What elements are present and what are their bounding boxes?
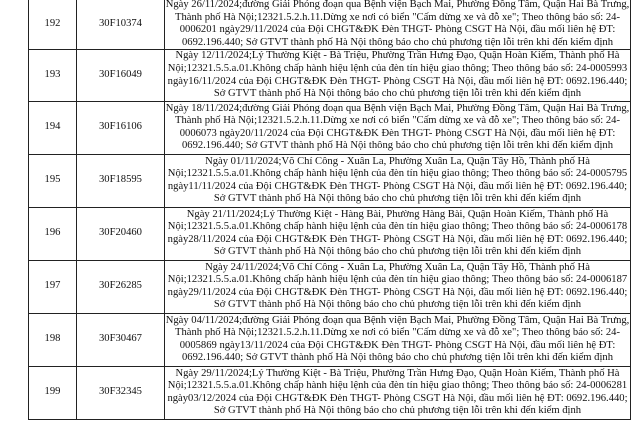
- row-number: 196: [29, 207, 77, 260]
- row-number: 198: [29, 313, 77, 366]
- row-number: 193: [29, 50, 77, 101]
- license-plate: 30F16106: [77, 101, 165, 154]
- table-row: [29, 154, 631, 207]
- violation-description: Ngày 01/11/2024;Võ Chí Công - Xuân La, Phường Xuân La, Quận Tây Hồ, Thành phố Hà Nội;12321.5.5.a.01.Không chấp hành hiệu lệnh của đèn tín hiệu giao thông; Theo thông báo số: 24-0005795 ngày11/11/2024 của Đội CHGT&ĐK Đèn THGT- Phòng CSGT Hà Nội, đầu mối liên hệ ĐT: 0692.196.440; Sở GTVT thành phố Hà Nội thông báo cho chủ phương tiện lỗi trên khi đến kiểm định: [165, 154, 631, 207]
- license-plate: 30F20460: [77, 207, 165, 260]
- table-row: [29, 101, 631, 154]
- row-number: 195: [29, 154, 77, 207]
- table-row: [29, 366, 631, 419]
- violation-description: Ngày 21/11/2024;Lý Thường Kiệt - Hàng Bài, Phường Hàng Bài, Quận Hoàn Kiếm, Thành phố Hà Nội;12321.5.5.a.01.Không chấp hành hiệu lệnh của đèn tín hiệu giao thông; Theo thông báo số: 24-0006178 ngày28/11/2024 của Đội CHGT&ĐK Đèn THGT- Phòng CSGT Hà Nội, đầu mối liên hệ ĐT: 0692.196.440; Sở GTVT thành phố Hà Nội thông báo cho chủ phương tiện lỗi trên khi đến kiểm định: [165, 207, 631, 260]
- license-plate: 30F26285: [77, 260, 165, 313]
- violation-description: Ngày 18/11/2024;đường Giải Phóng đoạn qua Bệnh viện Bạch Mai, Phường Đồng Tâm, Quận Hai Bà Trưng, Thành phố Hà Nội;12321.5.2.h.11.Dừng xe nơi có biển "Cấm dừng xe và đỗ xe"; Theo thông báo số: 24-0006073 ngày20/11/2024 của Đội CHGT&ĐK Đèn THGT- Phòng CSGT Hà Nội, đầu mối liên hệ ĐT: 0692.196.440; Sở GTVT thành phố Hà Nội thông báo cho chủ phương tiện lỗi trên khi đến kiểm định: [165, 101, 631, 154]
- table-row: [29, 207, 631, 260]
- row-number: 194: [29, 101, 77, 154]
- violation-description: Ngày 12/11/2024;Lý Thường Kiệt - Bà Triệu, Phường Trần Hưng Đạo, Quận Hoàn Kiếm, Thành phố Hà Nội;12321.5.5.a.01.Không chấp hành hiệu lệnh của đèn tín hiệu giao thông; Theo thông báo số: 24-0005993 ngày16/11/2024 của Đội CHGT&ĐK Đèn THGT- Phòng CSGT Hà Nội, đầu mối liên hệ ĐT: 0692.196.440; Sở GTVT thành phố Hà Nội thông báo cho chủ phương tiện lỗi trên khi đến kiểm định: [165, 50, 631, 101]
- violation-description: Ngày 24/11/2024;Võ Chí Công - Xuân La, Phường Xuân La, Quận Tây Hồ, Thành phố Hà Nội;12321.5.5.a.01.Không chấp hành hiệu lệnh của đèn tín hiệu giao thông; Theo thông báo số: 24-0006187 ngày29/11/2024 của Đội CHGT&ĐK Đèn THGT- Phòng CSGT Hà Nội, đầu mối liên hệ ĐT: 0692.196.440; Sở GTVT thành phố Hà Nội thông báo cho chủ phương tiện lỗi trên khi đến kiểm định: [165, 260, 631, 313]
- license-plate: 30F10374: [77, 0, 165, 50]
- row-number: 197: [29, 260, 77, 313]
- license-plate: 30F16049: [77, 50, 165, 101]
- violation-description: Ngày 26/11/2024;đường Giải Phóng đoạn qua Bệnh viện Bạch Mai, Phường Đồng Tâm, Quận Hai Bà Trưng, Thành phố Hà Nội;12321.5.2.h.11.Dừng xe nơi có biển "Cấm dừng xe và đỗ xe"; Theo thông báo số: 24-0006201 ngày29/11/2024 của Đội CHGT&ĐK Đèn THGT- Phòng CSGT Hà Nội, đầu mối liên hệ ĐT: 0692.196.440; Sở GTVT thành phố Hà Nội thông báo cho chủ phương tiện lỗi trên khi đến kiểm định: [165, 0, 631, 50]
- row-number: 199: [29, 366, 77, 419]
- table-row: [29, 0, 631, 50]
- license-plate: 30F18595: [77, 154, 165, 207]
- license-plate: 30F32345: [77, 366, 165, 419]
- table-row: [29, 50, 631, 101]
- row-number: 192: [29, 0, 77, 50]
- table-row: [29, 260, 631, 313]
- table-row: [29, 313, 631, 366]
- violation-description: Ngày 04/11/2024;đường Giải Phóng đoạn qua Bệnh viện Bạch Mai, Phường Đồng Tâm, Quận Hai Bà Trưng, Thành phố Hà Nội;12321.5.2.h.11.Dừng xe nơi có biển "Cấm dừng xe và đỗ xe"; Theo thông báo số: 24-0005869 ngày13/11/2024 của Đội CHGT&ĐK Đèn THGT- Phòng CSGT Hà Nội, đầu mối liên hệ ĐT: 0692.196.440; Sở GTVT thành phố Hà Nội thông báo cho chủ phương tiện lỗi trên khi đến kiểm định: [165, 313, 631, 366]
- violations-table: [28, 0, 631, 420]
- license-plate: 30F30467: [77, 313, 165, 366]
- violation-description: Ngày 29/11/2024;Lý Thường Kiệt - Bà Triệu, Phường Trần Hưng Đạo, Quận Hoàn Kiếm, Thành phố Hà Nội;12321.5.5.a.01.Không chấp hành hiệu lệnh của đèn tín hiệu giao thông; Theo thông báo số: 24-0006281 ngày03/12/2024 của Đội CHGT&ĐK Đèn THGT- Phòng CSGT Hà Nội, đầu mối liên hệ ĐT: 0692.196.440; Sở GTVT thành phố Hà Nội thông báo cho chủ phương tiện lỗi trên khi đến kiểm định: [165, 366, 631, 419]
